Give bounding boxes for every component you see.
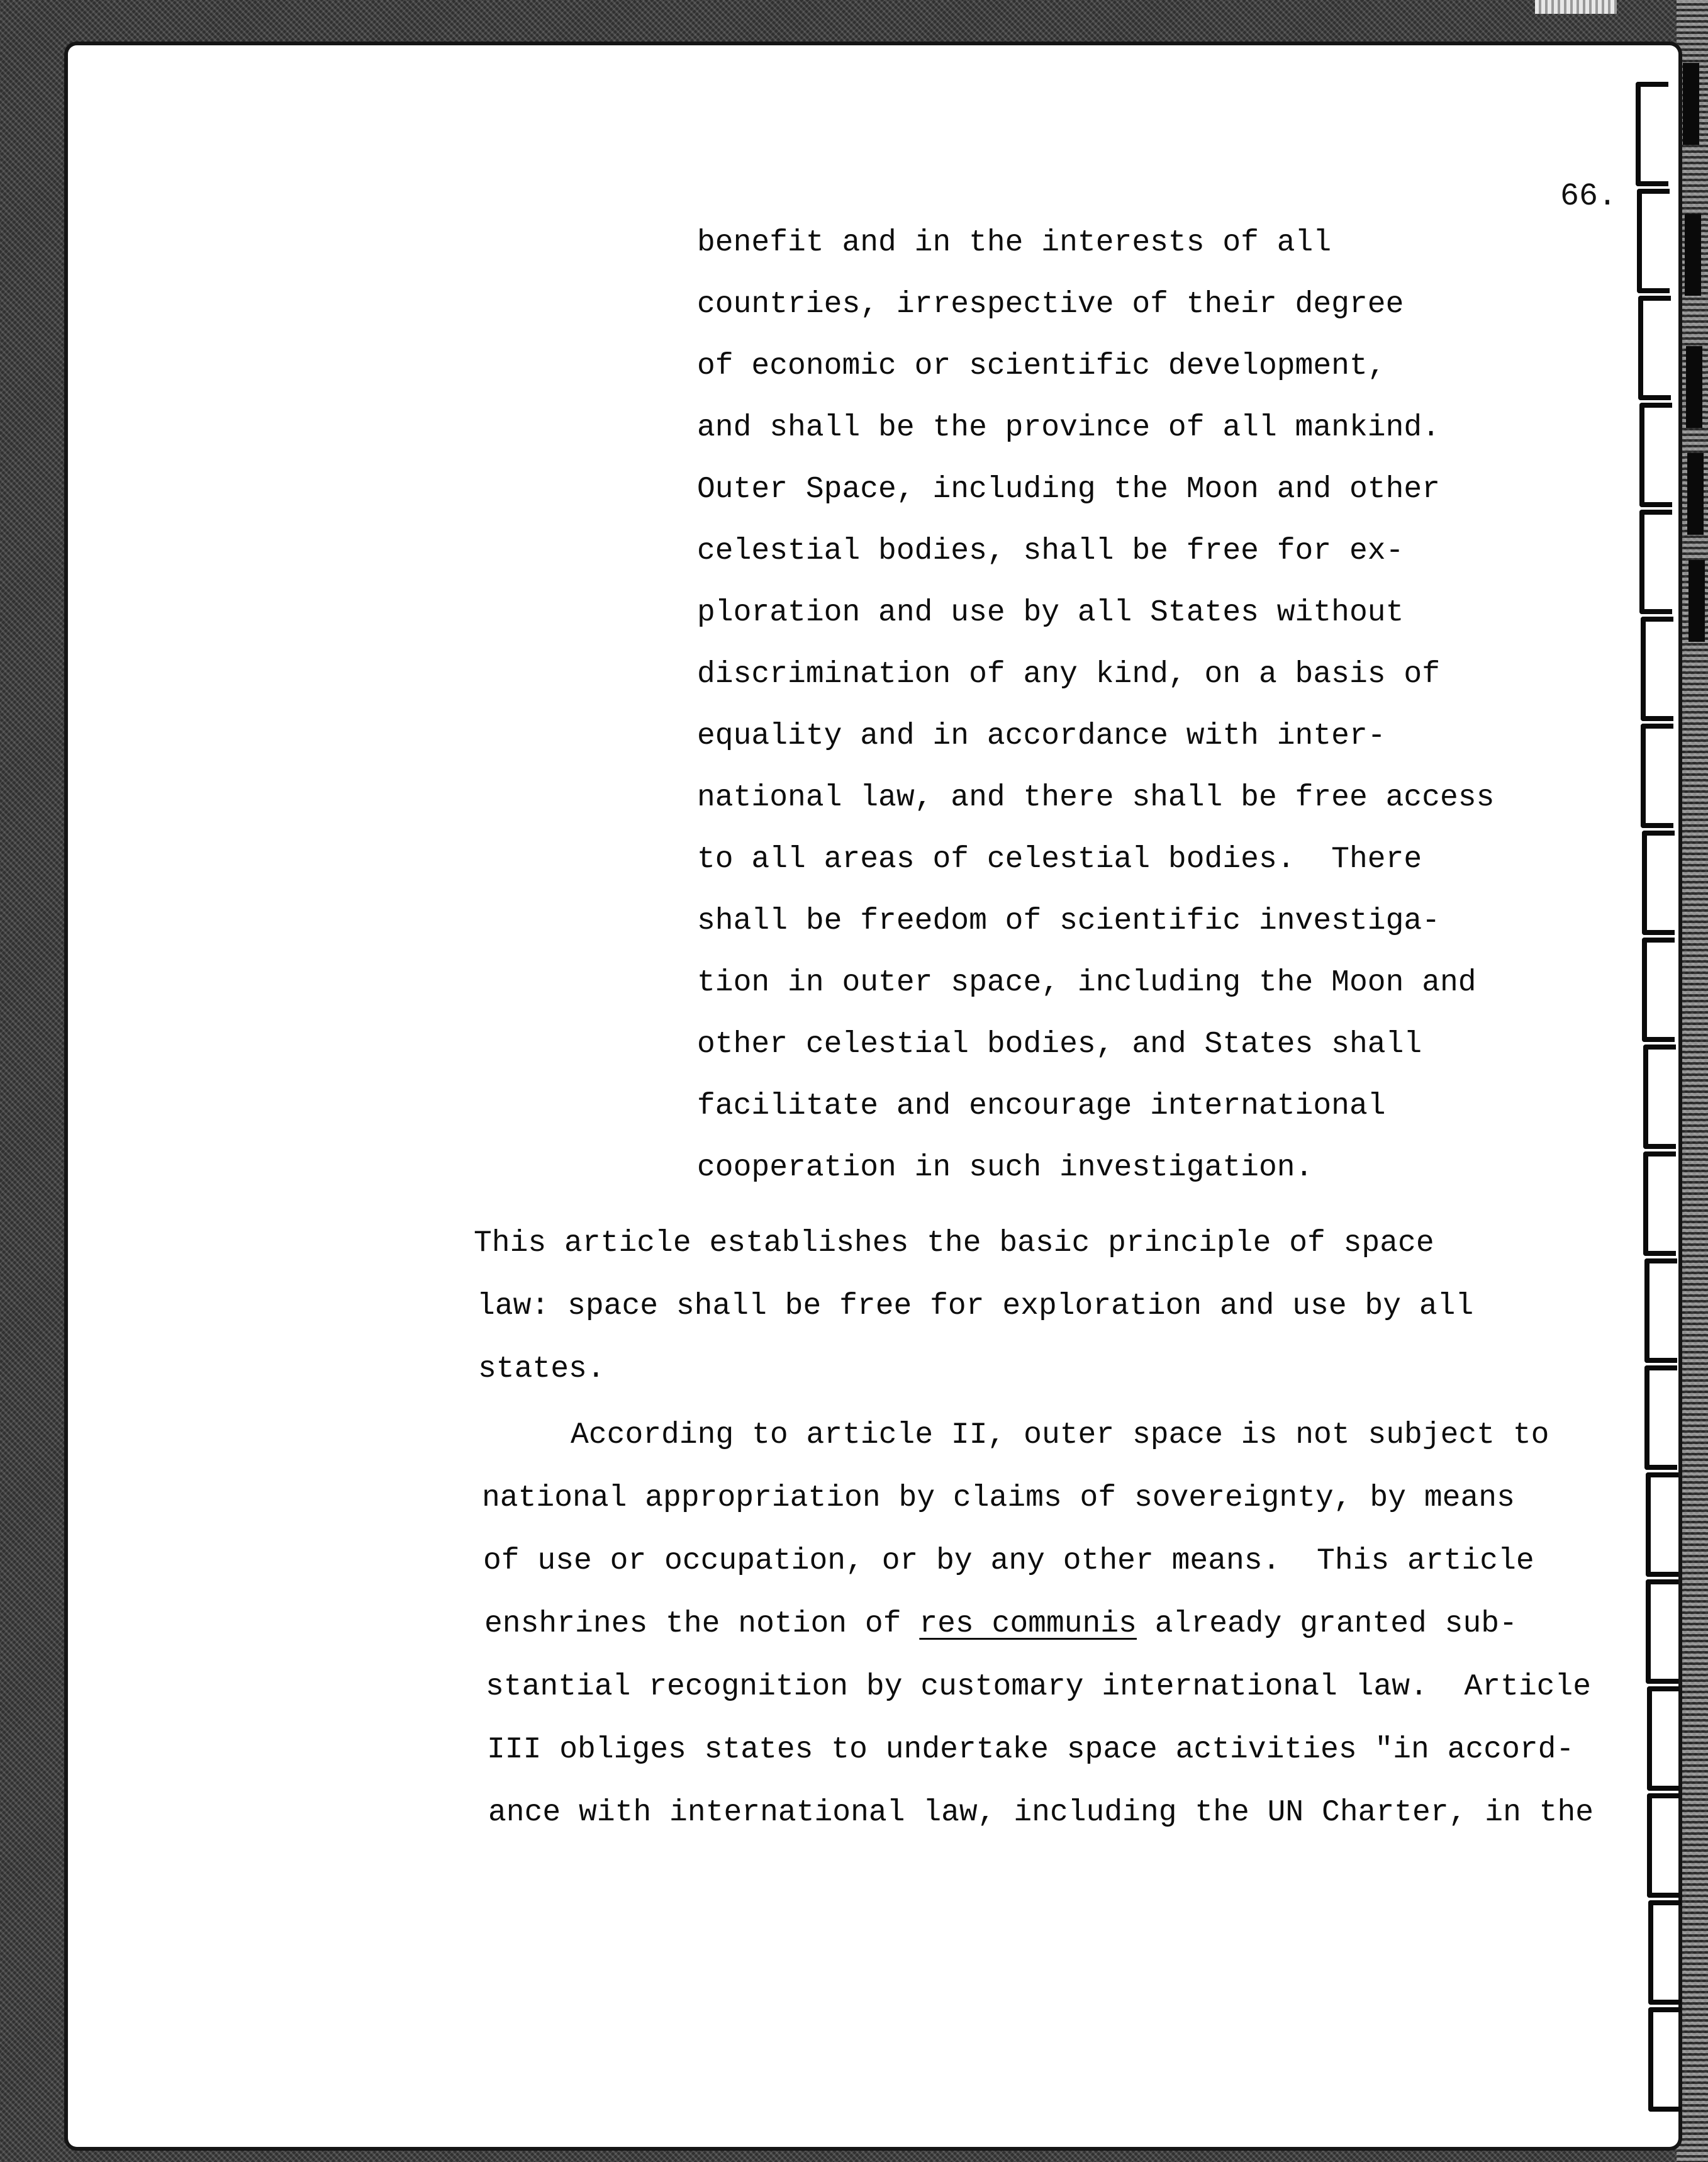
binder-ring xyxy=(1641,617,1673,721)
binder-ring xyxy=(1642,938,1675,1042)
quote-line: of economic or scientific development, xyxy=(697,349,1386,383)
quote-line: to all areas of celestial bodies. There xyxy=(697,843,1422,877)
binder-ring-bar xyxy=(1687,453,1704,535)
paragraph-line: stantial recognition by customary international law. Article xyxy=(486,1670,1592,1704)
quote-line: ploration and use by all States without xyxy=(697,596,1404,630)
quote-line: shall be freedom of scientific investiga- xyxy=(697,904,1440,938)
paragraph-line: According to article II, outer space is not subject to xyxy=(480,1418,1549,1452)
quote-line: facilitate and encourage international xyxy=(697,1089,1386,1123)
binder-ring xyxy=(1639,510,1672,614)
quote-line: Outer Space, including the Moon and other xyxy=(697,473,1440,507)
quote-line: countries, irrespective of their degree xyxy=(697,288,1404,322)
binder-ring xyxy=(1643,1151,1676,1256)
binder-ring-bar xyxy=(1685,214,1701,296)
quote-line: national law, and there shall be free access xyxy=(697,781,1495,815)
body-line: states. xyxy=(478,1352,605,1386)
body-line: law: space shall be free for exploration and use by all xyxy=(477,1289,1474,1323)
binder-ring xyxy=(1646,1579,1678,1684)
binder-ring xyxy=(1639,403,1672,507)
binder-ring xyxy=(1644,1365,1677,1470)
quote-line: discrimination of any kind, on a basis of xyxy=(697,658,1440,692)
underlined-term: res communis xyxy=(919,1607,1137,1641)
binder-ring-bar xyxy=(1683,63,1699,145)
binder-ring xyxy=(1647,1793,1680,1898)
binder-ring xyxy=(1646,1472,1678,1577)
paragraph-text: already granted sub- xyxy=(1136,1607,1517,1641)
binder-ring xyxy=(1643,1045,1676,1149)
quote-line: benefit and in the interests of all xyxy=(697,226,1332,260)
paragraph-line xyxy=(484,1609,1517,1639)
paragraph-text: enshrines the notion of xyxy=(484,1607,920,1641)
paragraph-line: of use or occupation, or by any other means. This article xyxy=(483,1544,1534,1578)
quote-line: tion in outer space, including the Moon and xyxy=(697,966,1476,1000)
tape-strip xyxy=(1535,0,1617,14)
binder-ring-bar xyxy=(1688,560,1705,642)
page-number: 66. xyxy=(1560,179,1617,215)
quote-line: cooperation in such investigation. xyxy=(697,1151,1314,1185)
binder-ring xyxy=(1636,82,1668,186)
paragraph-line: national appropriation by claims of sovereignty, by means xyxy=(482,1481,1515,1515)
binder-ring xyxy=(1637,189,1670,293)
quote-line: celestial bodies, shall be free for ex- xyxy=(697,534,1404,568)
binder-ring xyxy=(1644,1258,1677,1363)
binder-ring xyxy=(1647,1686,1680,1791)
binder-ring xyxy=(1638,296,1671,400)
paragraph-line: ance with international law, including the UN Charter, in the xyxy=(488,1796,1594,1830)
quote-line: equality and in accordance with inter- xyxy=(697,719,1386,753)
binder-rings xyxy=(1636,63,1708,2114)
binder-ring xyxy=(1648,2007,1681,2112)
body-line: This article establishes the basic principle of space xyxy=(474,1226,1434,1260)
binder-ring xyxy=(1648,1900,1681,2005)
binder-ring xyxy=(1642,831,1675,935)
document-page xyxy=(68,45,1678,2147)
paragraph-line: III obliges states to undertake space activities "in accord- xyxy=(487,1733,1575,1767)
quote-line: other celestial bodies, and States shall xyxy=(697,1028,1422,1061)
binder-ring-bar xyxy=(1686,346,1702,428)
binder-ring xyxy=(1641,724,1673,828)
quote-line: and shall be the province of all mankind. xyxy=(697,411,1440,445)
